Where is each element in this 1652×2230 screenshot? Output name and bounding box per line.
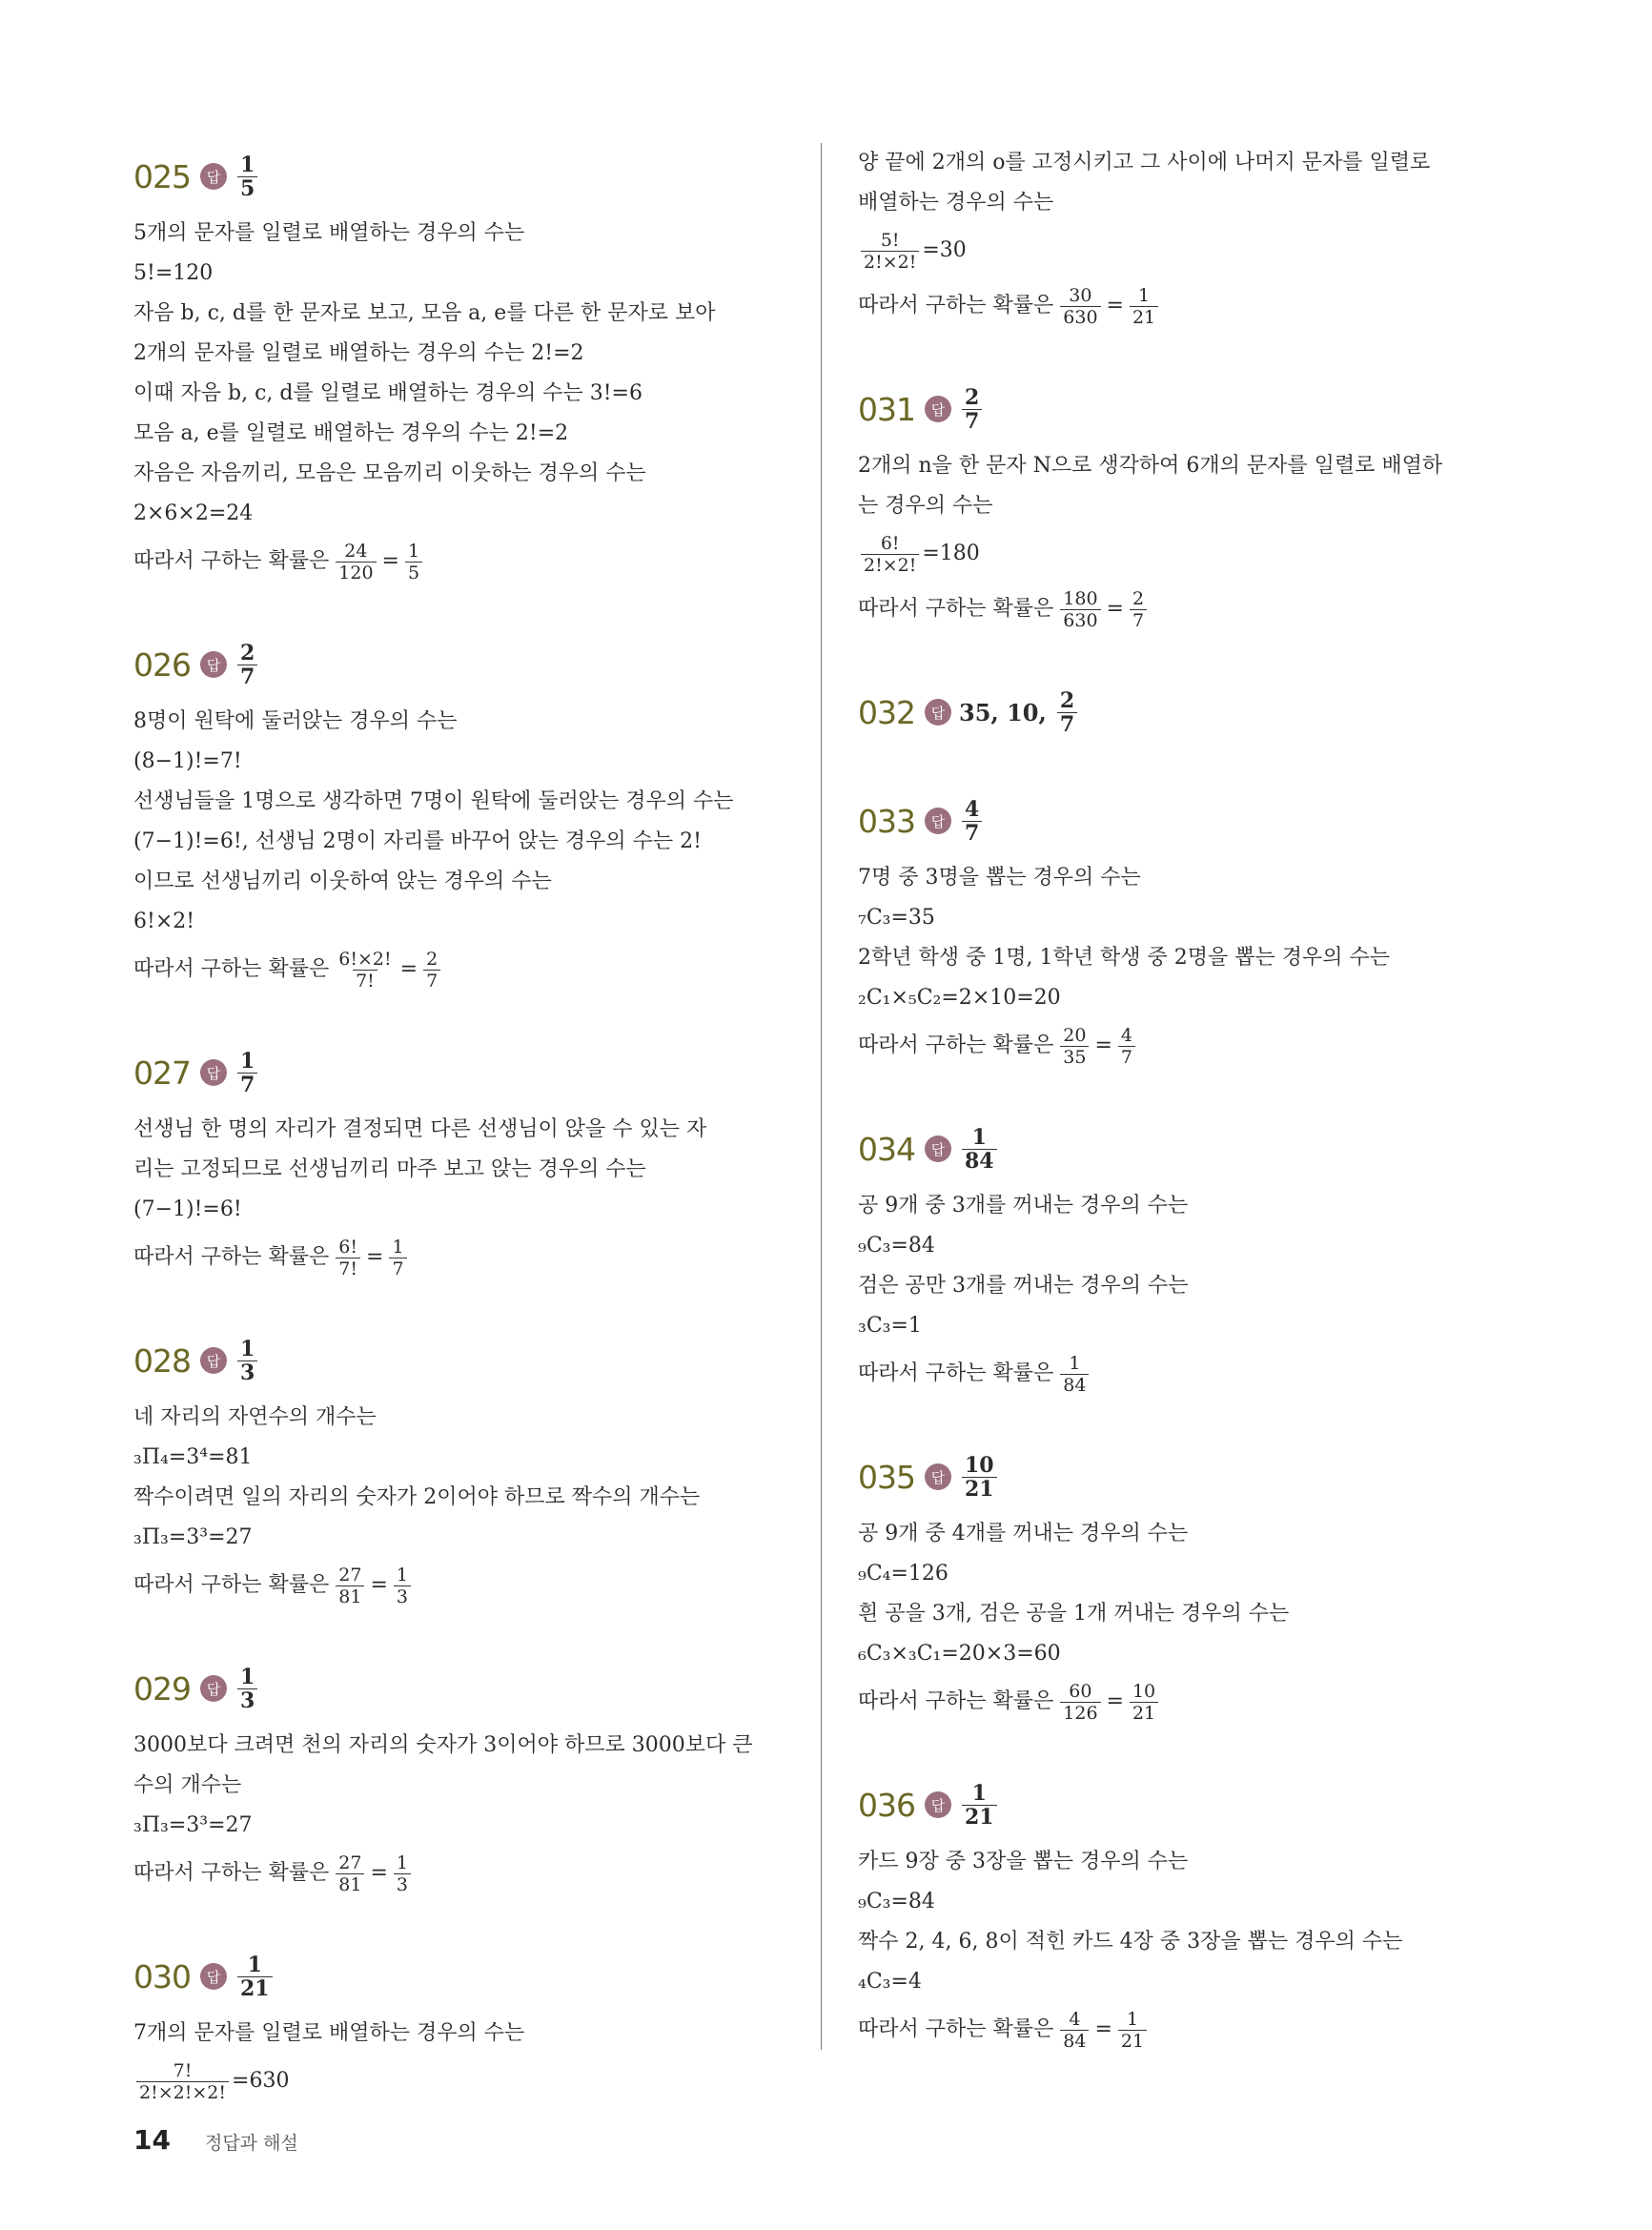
equals-sign: = [1094,2017,1112,2041]
line-text: 따라서 구하는 확률은 [858,1033,1054,1057]
fraction-numerator: 1 [1069,1352,1081,1374]
fraction-numerator: 2 [1059,687,1075,713]
fraction [1118,2009,1147,2052]
equals-sign: = [381,549,399,573]
solution-line: (7−1)!=6!, 선생님 2명이 자리를 바꾸어 앉는 경우의 수는 2! [133,829,703,853]
fraction-denominator: 5 [405,562,422,583]
answer [959,798,985,845]
fraction [237,153,257,200]
solution-line: 7명 중 3명을 뽑는 경우의 수는 [858,866,1141,890]
solution-line: 공 9개 중 4개를 꺼내는 경우의 수는 [858,1522,1189,1545]
fraction-denominator: 21 [962,1477,997,1501]
answer [959,386,985,433]
fraction-denominator: 2!×2! [861,554,919,576]
fraction [237,1954,273,2000]
line-text: 따라서 구하는 확률은 [133,957,330,981]
problem-031 [858,376,1525,637]
solution-line: 2개의 n을 한 문자 N으로 생각하여 6개의 문자를 일렬로 배열하 [858,454,1443,478]
solution-line: ₉C₃=84 [858,1890,935,1913]
fraction [1060,285,1100,328]
solution-line: 7개의 문자를 일렬로 배열하는 경우의 수는 [133,2021,525,2045]
fraction-denominator: 7 [1130,609,1147,631]
formula-result: =630 [232,2069,290,2093]
line-text: 따라서 구하는 확률은 [133,1573,330,1597]
probability-line [133,534,791,589]
problem-continued [858,143,1525,334]
answer-prefix: 35, 10, [959,698,1047,726]
fraction-numerator: 6! [880,532,900,554]
solution-line: 선생님 한 명의 자리가 결정되면 다른 선생님이 앉을 수 있는 자 [133,1117,707,1141]
probability-line [133,942,791,997]
solution-line: 짝수이려면 일의 자리의 숫자가 2이어야 하므로 짝수의 개수는 [133,1485,701,1509]
fraction-denominator: 21 [237,1976,273,2000]
answer-badge-icon: 답 [200,163,227,190]
solution-line: 양 끝에 2개의 o를 고정시키고 그 사이에 나머지 문자를 일렬로 [858,151,1431,174]
problem-025 [133,143,791,589]
answer [959,689,1080,736]
problem-033 [858,788,1525,1074]
fraction-numerator: 4 [965,796,980,822]
formula-result: =30 [922,238,967,262]
solution-line: 흰 공을 3개, 검은 공을 1개 꺼내는 경우의 수는 [858,1602,1290,1626]
fraction-numerator: 1 [1138,284,1151,306]
line-text: 따라서 구하는 확률은 [133,1245,330,1269]
fraction-denominator: 630 [1060,306,1100,328]
answer [235,1954,275,2000]
fraction-denominator: 7 [962,409,982,433]
fraction-numerator: 1 [971,1124,987,1150]
fraction [1130,1681,1158,1724]
answer-badge-icon: 답 [200,1347,227,1374]
probability-line [858,1018,1525,1074]
solution-line: 수의 개수는 [133,1773,242,1797]
fraction [336,1237,360,1279]
solution-line: 자음은 자음끼리, 모음은 모음끼리 이웃하는 경우의 수는 [133,461,646,485]
answer-badge-icon: 답 [200,1675,227,1702]
answer-badge-icon: 답 [925,1791,951,1818]
fraction-denominator: 81 [336,1586,364,1607]
fraction-numerator: 4 [1120,1024,1132,1046]
fraction [962,386,982,433]
problem-number: 033 [858,802,915,840]
problem-035 [858,1443,1525,1729]
line-text: 따라서 구하는 확률은 [858,294,1054,317]
problem-header [133,1039,791,1106]
answer [235,642,260,688]
solution-line: 네 자리의 자연수의 개수는 [133,1405,377,1429]
equals-sign: = [1106,294,1124,317]
line-text: 따라서 구하는 확률은 [858,1361,1054,1385]
solution-line: ₃Π₃=3³=27 [133,1813,253,1837]
fraction-numerator: 24 [344,540,368,562]
fraction-denominator: 3 [237,1688,257,1712]
answer [235,1050,260,1096]
fraction-denominator: 2!×2!×2! [136,2081,229,2103]
problem-number: 025 [133,157,191,195]
problem-029 [133,1655,791,1901]
fraction [423,949,440,992]
problem-number: 034 [858,1130,915,1168]
answer-badge-icon: 답 [925,1135,951,1162]
solution-line: ₉C₃=84 [858,1234,935,1258]
answer [235,1338,260,1384]
fraction [962,1782,997,1829]
probability-line [858,1674,1525,1729]
fraction-denominator: 7 [237,665,257,688]
problem-number: 029 [133,1669,191,1708]
problem-number: 036 [858,1786,915,1824]
fraction-numerator: 1 [240,1336,255,1361]
problem-number: 028 [133,1341,191,1380]
problem-number: 032 [858,693,915,731]
solution-line: ₃C₃=1 [858,1314,922,1338]
problem-header [858,1443,1525,1510]
problem-header [858,788,1525,854]
problem-header [133,1943,791,2010]
problem-number: 030 [133,1957,191,1995]
fraction [336,1852,364,1895]
answer-badge-icon: 답 [200,1963,227,1990]
solution-line: 자음 b, c, d를 한 문자로 보고, 모음 a, e를 다른 한 문자로 보아 [133,301,716,325]
fraction [1060,1353,1089,1396]
fraction [237,1050,257,1096]
formula-result: =180 [922,542,980,565]
solution-line: (8−1)!=7! [133,749,242,773]
fraction [237,642,257,688]
probability-line [133,1846,791,1901]
line-text: 따라서 구하는 확률은 [133,549,330,573]
fraction-numerator: 20 [1063,1024,1087,1046]
equals-sign: = [399,957,418,981]
fraction [136,2060,229,2103]
solution-line: 모음 a, e를 일렬로 배열하는 경우의 수는 2!=2 [133,421,569,445]
fraction-numerator: 1 [396,1852,408,1873]
fraction-numerator: 10 [965,1452,994,1478]
solution-line: 검은 공만 3개를 꺼내는 경우의 수는 [858,1274,1189,1298]
fraction-numerator: 6! [338,1236,357,1258]
solution-line: 공 9개 중 3개를 꺼내는 경우의 수는 [858,1194,1189,1217]
fraction-denominator: 21 [962,1805,997,1829]
fraction [405,541,422,583]
right-column [858,143,1525,2099]
probability-line [858,1346,1525,1401]
fraction-denominator: 35 [1060,1046,1089,1068]
fraction-denominator: 630 [1060,609,1100,631]
fraction-numerator: 4 [1069,2008,1081,2030]
fraction-numerator: 6!×2! [338,948,392,970]
fraction-denominator: 7 [237,1073,257,1096]
problem-026 [133,631,791,997]
fraction-numerator: 1 [1126,2008,1139,2030]
solution-line: 8명이 원탁에 둘러앉는 경우의 수는 [133,709,458,733]
fraction [336,1565,364,1607]
fraction-denominator: 7 [423,970,440,992]
fraction [1130,285,1158,328]
fraction-denominator: 7 [962,821,982,845]
problem-header [133,143,791,210]
solution-line: 5!=120 [133,261,214,285]
fraction-numerator: 1 [240,1664,255,1689]
problem-header [133,631,791,698]
fraction [1118,1025,1135,1068]
fraction-numerator: 2 [965,384,980,410]
solution-line: 2×6×2=24 [133,501,254,525]
equals-sign: = [370,1861,388,1885]
fraction-numerator: 7! [173,2059,193,2081]
solution-line: ₆C₃×₃C₁=20×3=60 [858,1642,1061,1666]
problem-number: 031 [858,390,915,428]
fraction-numerator: 2 [240,640,255,665]
solution-line: 2학년 학생 중 1명, 1학년 학생 중 2명을 뽑는 경우의 수는 [858,946,1390,970]
solution-line: ₇C₃=35 [858,906,935,930]
fraction-numerator: 2 [426,948,438,970]
problem-number: 027 [133,1054,191,1092]
formula-line [858,526,1525,582]
probability-line [858,278,1525,334]
fraction-numerator: 27 [338,1852,362,1873]
fraction-denominator: 3 [237,1361,257,1384]
line-text: 따라서 구하는 확률은 [133,1861,330,1885]
fraction-denominator: 3 [394,1586,411,1607]
problem-header [858,1771,1525,1838]
fraction-numerator: 1 [240,152,255,177]
fraction-denominator: 120 [336,562,376,583]
probability-line [133,1558,791,1613]
answer-badge-icon: 답 [925,396,951,422]
fraction [1057,689,1077,736]
answer-badge-icon: 답 [925,808,951,834]
answer [959,1454,1000,1501]
fraction [962,1126,997,1173]
problem-034 [858,1115,1525,1401]
solution-line: 2개의 문자를 일렬로 배열하는 경우의 수는 2!=2 [133,341,584,365]
fraction-numerator: 60 [1069,1680,1092,1702]
fraction-denominator: 5 [237,176,257,200]
fraction [1060,1025,1089,1068]
fraction-denominator: 7 [1057,712,1077,736]
fraction [389,1237,406,1279]
equals-sign: = [370,1573,388,1597]
answer-badge-icon: 답 [925,699,951,726]
fraction-numerator: 1 [971,1780,987,1806]
fraction-numerator: 180 [1063,587,1098,609]
fraction [336,541,376,583]
answer [235,153,260,200]
fraction [962,1454,997,1501]
fraction-numerator: 1 [240,1048,255,1074]
fraction-denominator: 21 [1118,2030,1147,2052]
problem-header [858,1115,1525,1182]
answer [959,1126,1000,1173]
problem-036 [858,1771,1525,2057]
solution-line: 는 경우의 수는 [858,494,993,518]
solution-line: 6!×2! [133,910,195,933]
solution-line: 리는 고정되므로 선생님끼리 마주 보고 앉는 경우의 수는 [133,1157,646,1181]
line-text: 따라서 구하는 확률은 [858,597,1054,621]
solution-line: 카드 9장 중 3장을 뽑는 경우의 수는 [858,1850,1189,1873]
fraction-numerator: 10 [1132,1680,1156,1702]
answer-badge-icon: 답 [925,1463,951,1490]
fraction-numerator: 1 [407,540,420,562]
fraction-denominator: 2!×2! [861,251,919,273]
left-column [133,143,791,2151]
problem-028 [133,1327,791,1613]
fraction-numerator: 1 [396,1564,408,1586]
fraction-denominator: 21 [1130,1702,1158,1724]
fraction-denominator: 7! [353,970,377,992]
fraction [394,1852,411,1895]
fraction [1130,588,1147,631]
column-divider [821,143,822,2050]
equals-sign: = [1106,597,1124,621]
equals-sign: = [1106,1689,1124,1713]
solution-line: ₃Π₄=3⁴=81 [133,1445,253,1469]
solution-line: (7−1)!=6! [133,1197,242,1221]
answer [959,1782,1000,1829]
fraction [1060,2009,1089,2052]
fraction [336,949,394,992]
footer-title: 정답과 해설 [204,2133,298,2154]
problem-number: 035 [858,1458,915,1496]
problem-027 [133,1039,791,1285]
fraction-numerator: 1 [392,1236,404,1258]
solution-line: 선생님들을 1명으로 생각하면 7명이 원탁에 둘러앉는 경우의 수는 [133,789,734,813]
probability-line [858,582,1525,637]
line-text: 따라서 구하는 확률은 [858,2017,1054,2041]
fraction [1060,588,1100,631]
problem-header [133,1327,791,1394]
fraction-denominator: 21 [1130,306,1158,328]
probability-line [133,1230,791,1285]
answer-badge-icon: 답 [200,651,227,678]
solution-line: ₃Π₃=3³=27 [133,1525,253,1549]
formula-line [858,223,1525,278]
fraction [962,798,982,845]
problem-030 [133,1943,791,2109]
solution-line: 5개의 문자를 일렬로 배열하는 경우의 수는 [133,221,525,245]
fraction-denominator: 7! [336,1258,360,1279]
problem-header [858,376,1525,442]
formula-line [133,2054,791,2109]
fraction-numerator: 5! [880,229,900,251]
line-text: 따라서 구하는 확률은 [858,1689,1054,1713]
fraction [394,1565,411,1607]
solution-line: 배열하는 경우의 수는 [858,191,1054,215]
problem-032 [858,679,1525,746]
solution-line: ₂C₁×₅C₂=2×10=20 [858,986,1061,1010]
answer-badge-icon: 답 [200,1059,227,1086]
equals-sign: = [1094,1033,1112,1057]
solution-line: 이때 자음 b, c, d를 일렬로 배열하는 경우의 수는 3!=6 [133,381,642,405]
page-footer [133,2124,298,2156]
fraction-denominator: 7 [389,1258,406,1279]
fraction-denominator: 81 [336,1873,364,1895]
fraction-denominator: 7 [1118,1046,1135,1068]
fraction-numerator: 2 [1132,587,1145,609]
solution-line: 이므로 선생님끼리 이웃하여 앉는 경우의 수는 [133,869,552,893]
page-number: 14 [133,2124,171,2156]
answer [235,1666,260,1712]
fraction [861,533,919,576]
fraction-numerator: 30 [1069,284,1092,306]
problem-header [858,679,1525,746]
problem-number: 026 [133,645,191,684]
fraction [1060,1681,1100,1724]
fraction [861,230,919,273]
probability-line [858,2002,1525,2057]
fraction [237,1666,257,1712]
fraction [237,1338,257,1384]
fraction-denominator: 126 [1060,1702,1100,1724]
fraction-numerator: 27 [338,1564,362,1586]
solution-line: ₉C₄=126 [858,1562,948,1586]
fraction-denominator: 84 [1060,1374,1089,1396]
fraction-denominator: 84 [1060,2030,1089,2052]
solution-line: ₄C₃=4 [858,1970,922,1994]
solution-line: 3000보다 크려면 천의 자리의 숫자가 3이어야 하므로 3000보다 큰 [133,1733,753,1757]
equals-sign: = [366,1245,384,1269]
problem-header [133,1655,791,1722]
fraction-numerator: 1 [247,1952,262,1977]
fraction-denominator: 84 [962,1149,997,1173]
solution-line: 짝수 2, 4, 6, 8이 적힌 카드 4장 중 3장을 뽑는 경우의 수는 [858,1930,1403,1954]
fraction-denominator: 3 [394,1873,411,1895]
